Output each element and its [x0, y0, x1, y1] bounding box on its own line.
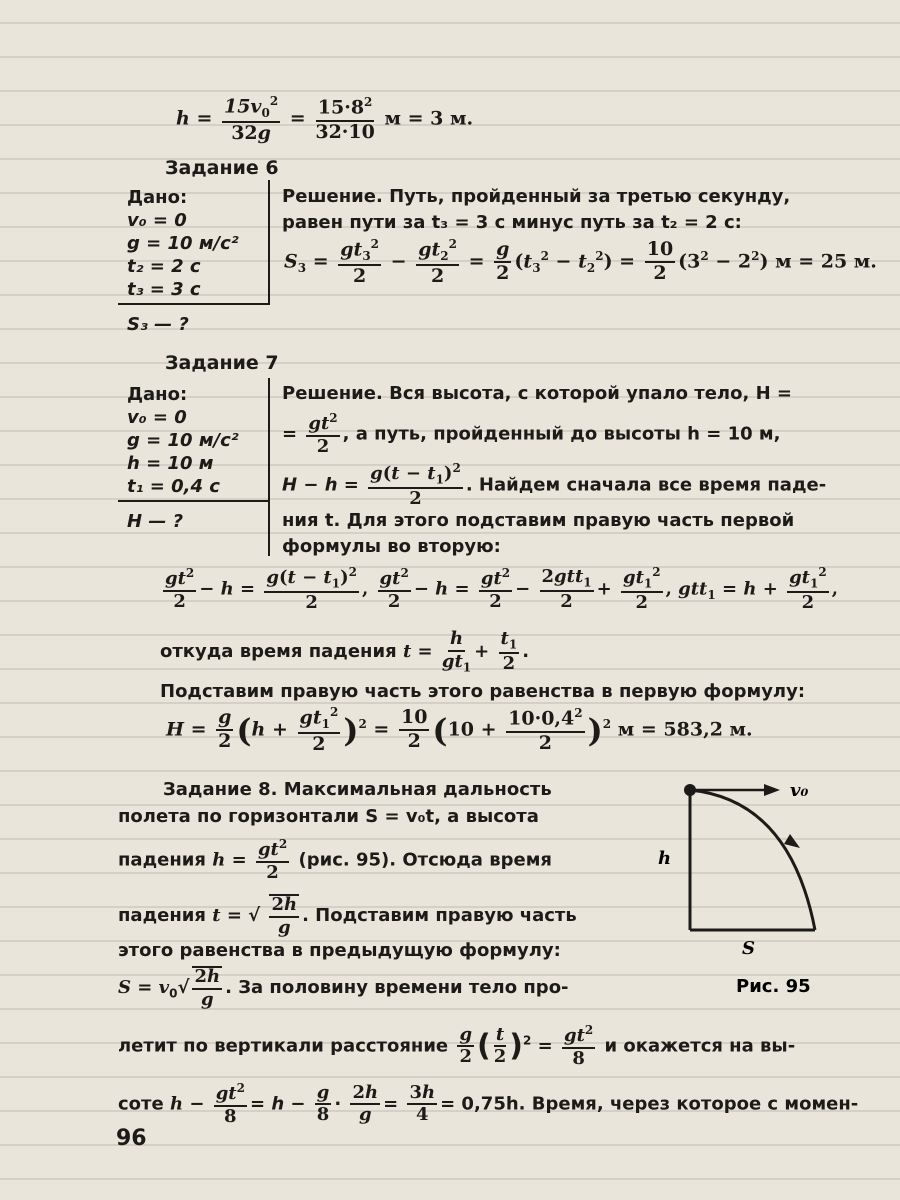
task8-line3: падения h = $\frac{gt^2}{2}$ (рис. 95). Отсюда время: [118, 837, 552, 883]
given-label: Дано:: [127, 384, 188, 405]
given-item: t₂ = 2 с: [127, 256, 201, 277]
task6-formula: $S_3$ = $\frac{gt_3^2}{2}$ − $\frac{gt_2^2}{2}$ = $\frac{g}{2}$ $(t_3^2 - t_2^2)$ = $\frac{10}{2}$ $(3^2 - 2^2) м = 25$ м.: [284, 237, 877, 287]
given-item: v₀ = 0: [127, 210, 187, 231]
formula-h-result: h = $\frac{15v_0^2}{32g}$ = $\frac{15\cdot 8^2}{32\cdot 10}$ м = 3 м.: [176, 94, 474, 144]
given-item: t₃ = 3 с: [127, 279, 201, 300]
task7-otkuda-line: откуда время падения t = $\frac{h}{gt_1}$ + $\frac{t_1}{2}$ .: [160, 628, 530, 675]
given-item: v₀ = 0: [127, 407, 187, 428]
given-item: h = 10 м: [127, 453, 214, 474]
solution-text: Вся высота, с которой упало тело, H =: [389, 383, 792, 404]
task6-find: S₃ — ?: [127, 314, 189, 335]
label-s: S: [742, 938, 755, 959]
task6-solution-line2: равен пути за t₃ = 3 с минус путь за t₂ = 2 с:: [282, 212, 742, 233]
solution-label: Решение.: [282, 186, 383, 207]
task8-title: Задание 8.: [163, 779, 278, 800]
solution-text: Путь, пройденный за третью секунду,: [389, 186, 791, 207]
task8-line8: соте h − $\frac{gt^2}{8}$ = h − $\frac{g}{8}$ · $\frac{2h}{g}$ = $\frac{3h}{4}$ = 0,75h. Время, через которое с момен-: [118, 1081, 859, 1127]
task7-given: [127, 383, 239, 498]
given-item: t₁ = 0,4 с: [127, 476, 220, 497]
task8-text: . За половину времени тело про-: [225, 976, 569, 998]
task8-text: = 0,75h. Время, через которое с момен-: [440, 1093, 859, 1115]
page-number: 96: [116, 1126, 147, 1151]
task7-solution-line3: H − h = $\frac{g(t - t_1)^2}{2}$ . Найдем сначала все время паде-: [282, 461, 827, 510]
task8-line6: $S = v_0√$ $\frac{2h}{g}$ . За половину времени тело про-: [118, 966, 569, 1010]
task8-text: и окажется на вы-: [604, 1035, 796, 1057]
task7-vertical-divider: [268, 378, 270, 556]
task7-para2: Подставим правую часть этого равенства в первую формулу:: [160, 681, 806, 702]
solution-label: Решение.: [282, 383, 383, 404]
task7-horizontal-divider: [118, 500, 270, 502]
task8-text: (рис. 95). Отсюда время: [298, 849, 552, 871]
task7-solution-line4: ния t. Для этого подставим правую часть первой: [282, 510, 795, 531]
task6-given: [127, 186, 239, 301]
figure-95: [650, 770, 850, 1000]
task7-solution-line5: формулы во вторую:: [282, 536, 501, 557]
task8-line1: [163, 781, 552, 799]
solution-text: , а путь, пройденный до высоты h = 10 м,: [342, 423, 781, 445]
trajectory-curve: [690, 790, 815, 930]
result-3m: м = 3 м.: [384, 107, 474, 130]
given-label: Дано:: [127, 187, 188, 208]
task7-find: H — ?: [127, 511, 184, 532]
task8-text: Максимальная дальность: [283, 779, 552, 800]
given-item: g = 10 м/с²: [127, 430, 239, 451]
task6-title: Задание 6: [165, 157, 279, 179]
figure-caption: Рис. 95: [736, 976, 811, 997]
task8-line4: падения t = √ $\frac{2h}{g}$ . Подставим правую часть: [118, 894, 577, 938]
label-v0: v₀: [790, 780, 809, 801]
label-h: h: [658, 848, 672, 869]
task7-solution-line2: = $\frac{gt^2}{2}$ , а путь, пройденный до высоты h = 10 м,: [282, 411, 781, 457]
task8-line7: летит по вертикали расстояние $\frac{g}{2}$ ( $\frac{t}{2}$ )$^2$ = $\frac{gt^2}{8}$ и окажется на вы-: [118, 1023, 796, 1069]
result-583: м = 583,2 м.: [617, 718, 753, 741]
task7-solution-line1: [282, 385, 792, 403]
solution-text: . Найдем сначала все время паде-: [465, 474, 827, 496]
task8-text: . Подставим правую часть: [302, 904, 577, 926]
task8-text: падения: [118, 849, 206, 871]
velocity-arrowhead: [764, 784, 780, 796]
task6-horizontal-divider: [118, 303, 270, 305]
task8-text: соте: [118, 1093, 164, 1115]
task6-vertical-divider: [268, 180, 270, 304]
given-item: g = 10 м/с²: [127, 233, 239, 254]
task8-line2: полета по горизонтали S = v₀t, а высота: [118, 806, 539, 827]
task7-formula-row: $\frac{gt^2}{2}$ − h = $\frac{g(t - t_1)^2}{2}$ , $\frac{gt^2}{2}$ − h = $\frac{gt^2}{2}$ − $\frac{2gtt_1}{2}$ + $\frac{gt_1^2}{2}$ , gtt$_1$ = h + $\frac{gt_1^2}{2}$ ,: [165, 565, 838, 614]
task8-line5: этого равенства в предыдущую формулу:: [118, 940, 561, 961]
task8-text: падения: [118, 904, 206, 926]
task6-solution-line1: [282, 188, 790, 206]
task7-title: Задание 7: [165, 352, 279, 374]
trajectory-arrowhead: [784, 834, 800, 848]
task8-text: летит по вертикали расстояние: [118, 1035, 449, 1057]
task7-formula-H: H = $\frac{g}{2}$ (h + $\frac{gt_1^2}{2}$ )$^2$ = $\frac{10}{2}$ (10 + $\frac{10\cdot 0,4^2}{2}$ )$^2$ м = 583,2 м.: [166, 705, 753, 755]
text-otkuda: откуда время падения: [160, 641, 397, 663]
